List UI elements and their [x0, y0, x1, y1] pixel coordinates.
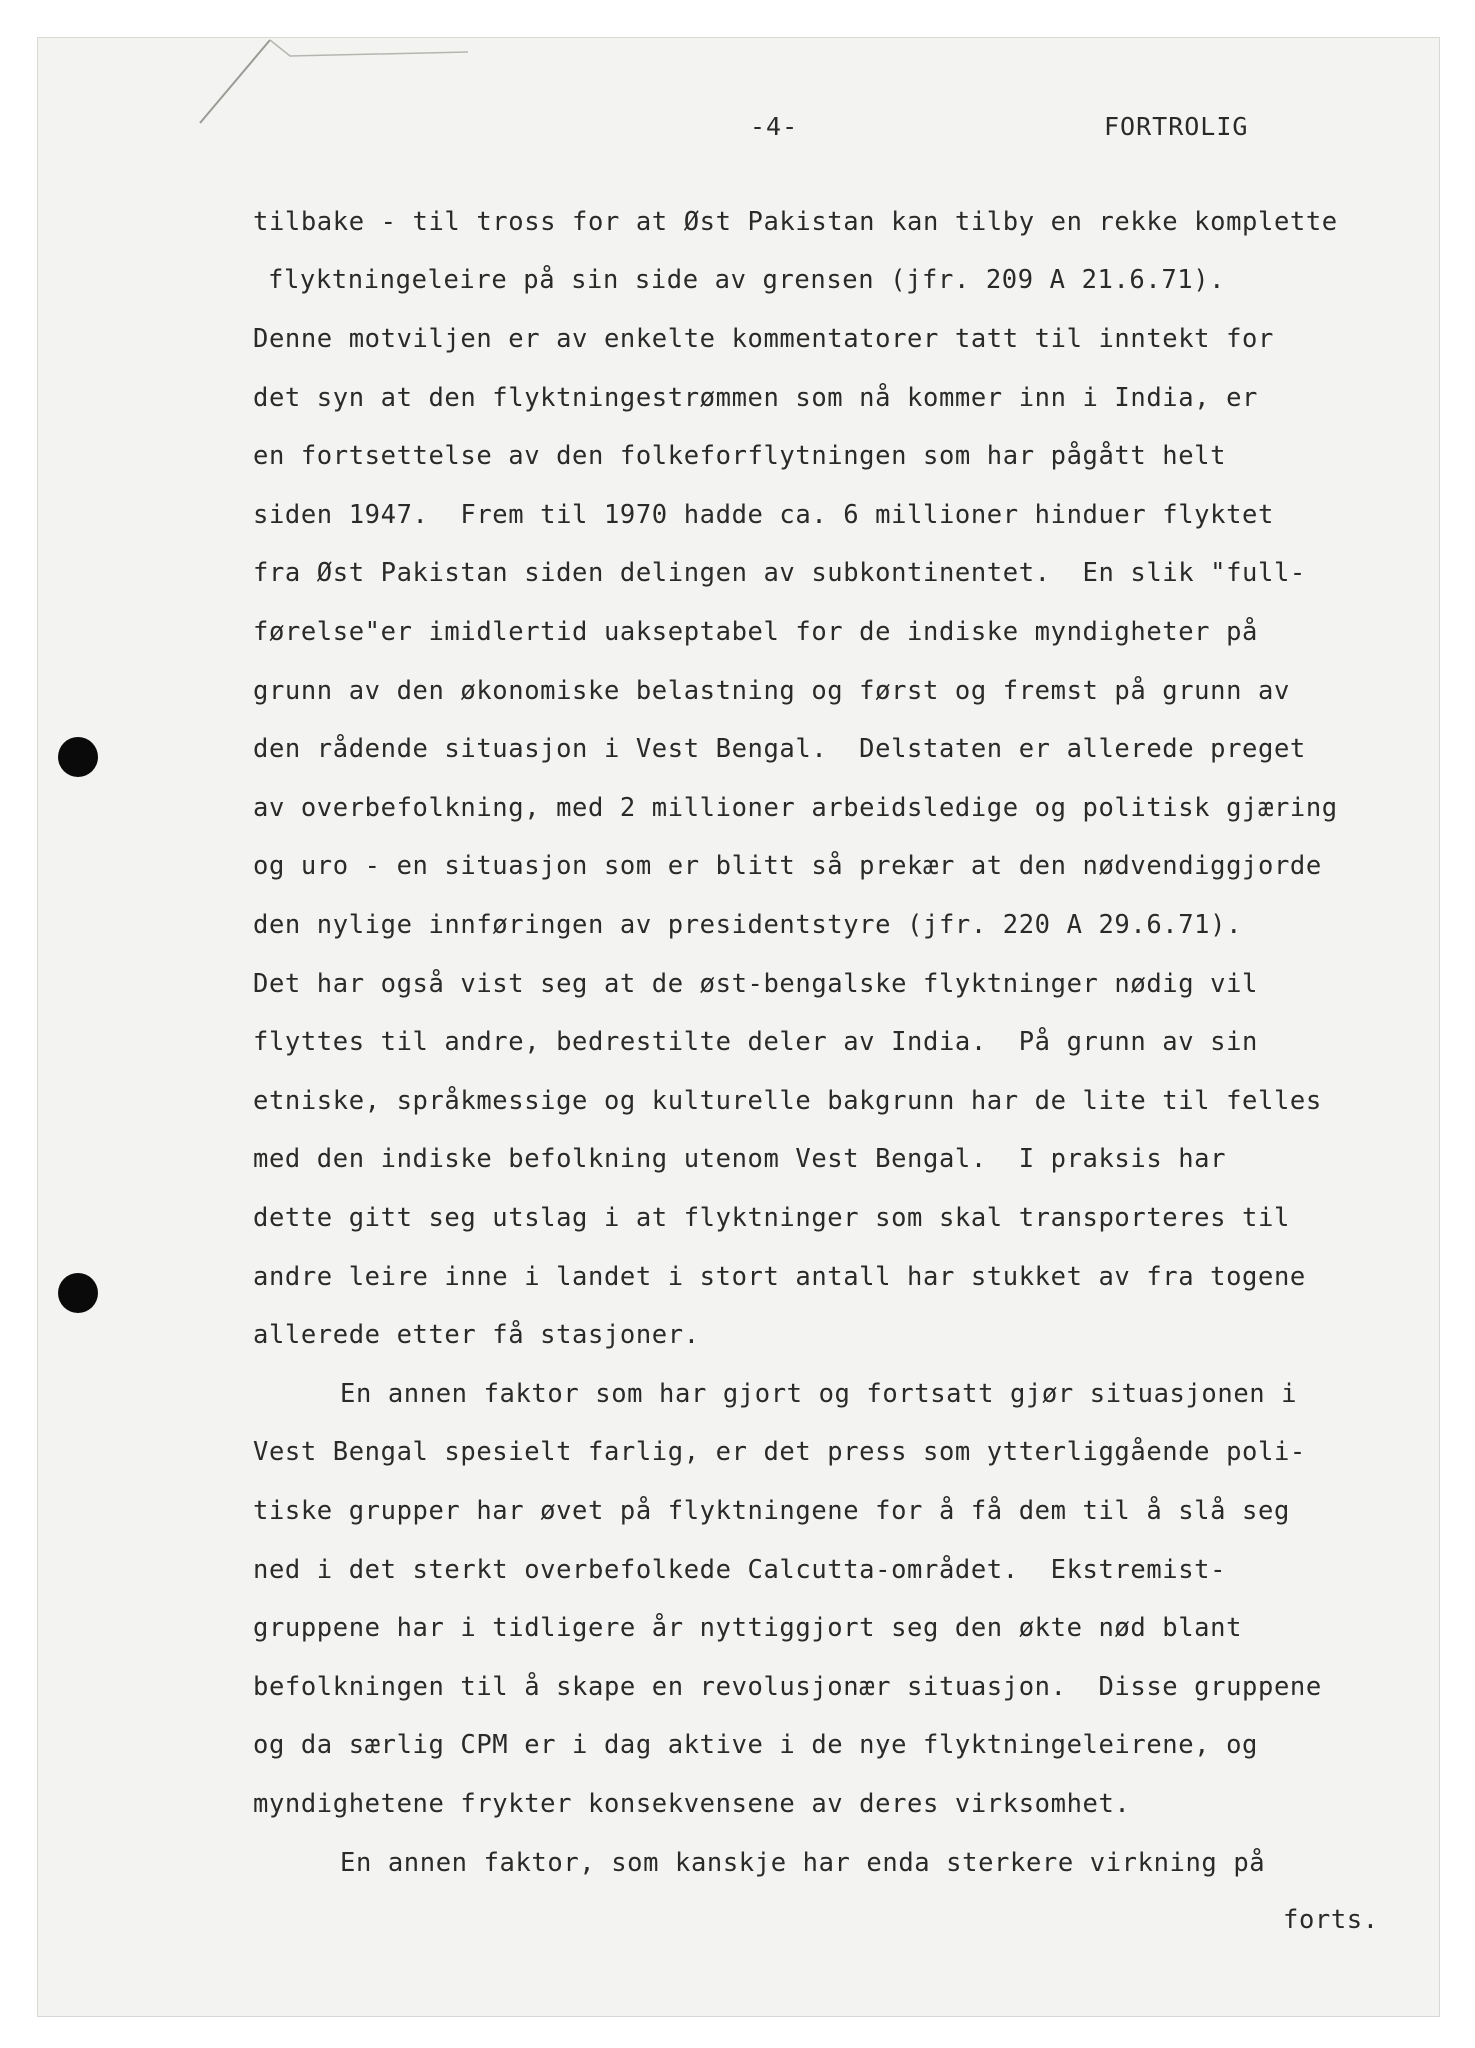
- body-line: den rådende situasjon i Vest Bengal. Delstaten er allerede preget: [253, 734, 1306, 764]
- body-line: Vest Bengal spesielt farlig, er det press som ytterliggående poli-: [253, 1437, 1306, 1467]
- body-line: tiske grupper har øvet på flyktningene for å få dem til å slå seg: [253, 1496, 1290, 1526]
- body-line: og da særlig CPM er i dag aktive i de nye flyktningeleirene, og: [253, 1730, 1258, 1760]
- classification-marking: FORTROLIG: [1104, 112, 1249, 141]
- body-line: dette gitt seg utslag i at flyktninger som skal transporteres til: [253, 1203, 1290, 1233]
- punch-hole-bottom: [58, 1273, 98, 1313]
- body-line: og uro - en situasjon som er blitt så prekær at den nødvendiggjorde: [253, 851, 1322, 881]
- body-line: Denne motviljen er av enkelte kommentatorer tatt til inntekt for: [253, 324, 1274, 354]
- body-line: flyktningeleire på sin side av grensen (jfr. 209 A 21.6.71).: [268, 265, 1226, 295]
- body-line: andre leire inne i landet i stort antall har stukket av fra togene: [253, 1262, 1306, 1292]
- body-line: befolkningen til å skape en revolusjonær situasjon. Disse gruppene: [253, 1672, 1322, 1702]
- body-line: tilbake - til tross for at Øst Pakistan kan tilby en rekke komplette: [253, 207, 1338, 237]
- punch-hole-top: [58, 737, 98, 777]
- body-line: etniske, språkmessige og kulturelle bakgrunn har de lite til felles: [253, 1086, 1322, 1116]
- body-line: gruppene har i tidligere år nyttiggjort seg den økte nød blant: [253, 1613, 1243, 1643]
- paragraph-start-line: En annen faktor, som kanskje har enda sterkere virkning på: [340, 1848, 1266, 1878]
- body-line: den nylige innføringen av presidentstyre (jfr. 220 A 29.6.71).: [253, 910, 1243, 940]
- body-line: allerede etter få stasjoner.: [253, 1320, 700, 1350]
- body-line: førelse"er imidlertid uakseptabel for de indiske myndigheter på: [253, 617, 1258, 647]
- body-line: av overbefolkning, med 2 millioner arbeidsledige og politisk gjæring: [253, 793, 1338, 823]
- body-line: grunn av den økonomiske belastning og først og fremst på grunn av: [253, 676, 1290, 706]
- body-line: siden 1947. Frem til 1970 hadde ca. 6 millioner hinduer flyktet: [253, 500, 1274, 530]
- page-number: -4-: [750, 112, 799, 141]
- body-line: myndighetene frykter konsekvensene av deres virksomhet.: [253, 1789, 1131, 1819]
- body-line: det syn at den flyktningestrømmen som nå kommer inn i India, er: [253, 383, 1258, 413]
- body-line: flyttes til andre, bedrestilte deler av India. På grunn av sin: [253, 1027, 1258, 1057]
- continuation-marker: forts.: [1283, 1905, 1379, 1935]
- body-line: fra Øst Pakistan siden delingen av subkontinentet. En slik "full-: [253, 558, 1306, 588]
- body-line: med den indiske befolkning utenom Vest Bengal. I praksis har: [253, 1144, 1227, 1174]
- paragraph-start-line: En annen faktor som har gjort og fortsatt gjør situasjonen i: [340, 1379, 1298, 1409]
- body-line: Det har også vist seg at de øst-bengalske flyktninger nødig vil: [253, 969, 1258, 999]
- body-line: ned i det sterkt overbefolkede Calcutta-området. Ekstremist-: [253, 1555, 1227, 1585]
- body-line: en fortsettelse av den folkeforflytningen som har pågått helt: [253, 441, 1227, 471]
